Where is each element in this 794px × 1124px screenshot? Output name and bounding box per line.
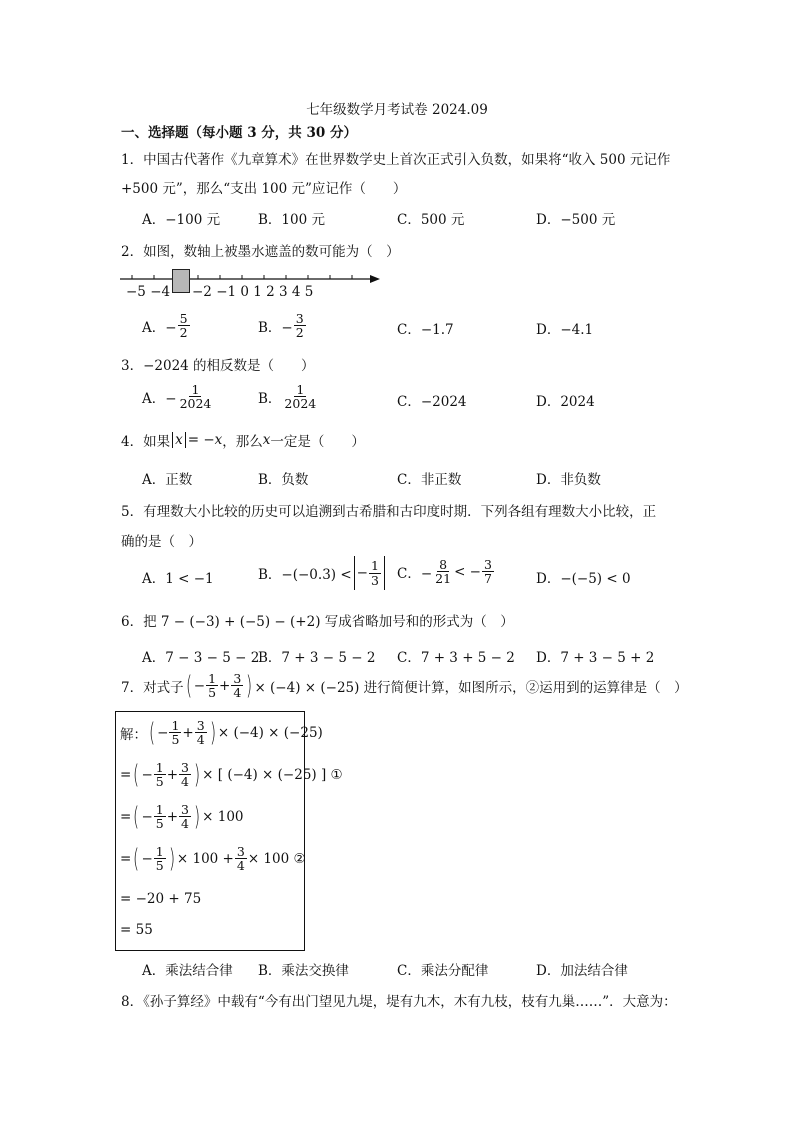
q3-a-den: 2024 <box>179 396 212 412</box>
q5-option-b: B．−(−0.3) < − $\frac{1}{3}$ <box>258 556 387 590</box>
q7-frac-1 <box>206 672 218 699</box>
q6-option-d: D．7 + 3 − 5 + 2 <box>536 650 655 666</box>
q2-a-den: 2 <box>179 325 188 341</box>
question-6-stem: 6．把 7 − (−3) + (−5) − (+2) 写成省略加号和的形式为（ ） <box>121 614 514 630</box>
sol4-frac-2 <box>235 845 247 872</box>
q7-option-d: D．加法结合律 <box>536 963 628 979</box>
q3-b-fraction <box>282 383 318 410</box>
sol2-frac-1 <box>154 761 166 788</box>
solution-label: 解： <box>120 726 147 743</box>
q1-option-d: D．−500 元 <box>536 212 616 228</box>
question-2-stem: 2．如图，数轴上被墨水遮盖的数可能为（ ） <box>121 244 400 260</box>
sol4-frac-1 <box>154 845 166 872</box>
sol1-num1: 1 <box>171 718 180 733</box>
q7-option-a: A．乘法结合律 <box>142 963 233 979</box>
q5-c-fraction-2 <box>482 558 494 585</box>
q3-a-fraction <box>178 383 214 410</box>
q5-c-mid: < − <box>454 563 481 580</box>
sol1-tail: × (−4) × (−25) <box>217 724 323 741</box>
sol3-tail: × 100 <box>202 808 244 825</box>
solution-line-2: = ( − $\frac{1}{5}$ + $\frac{3}{4}$ ) × [ (−4) × (−25) ] ① <box>120 759 343 790</box>
question-1-line-2: +500 元”，那么“支出 100 元”应记作（ ） <box>121 181 407 197</box>
q5-c-num1: 8 <box>439 557 448 572</box>
q4-option-c: C．非正数 <box>397 472 462 488</box>
q2-option-b <box>258 312 307 339</box>
solution-line-6: = 55 <box>120 922 153 938</box>
sol3-frac-1 <box>154 803 166 830</box>
ink-blot <box>172 269 190 293</box>
q5-b-den: 3 <box>370 572 379 588</box>
q5-b-abs-right <box>384 556 385 590</box>
sol2-frac-2 <box>179 761 191 788</box>
q5-c-den2: 7 <box>483 571 492 587</box>
number-line-labels-left: −5 −4 <box>126 284 171 300</box>
q5-b-num: 1 <box>370 558 379 574</box>
sol3-den2: 4 <box>181 816 189 832</box>
sol3-frac-2 <box>179 803 191 830</box>
question-3-stem: 3．−2024 的相反数是（ ） <box>121 358 315 374</box>
sol1-den2: 4 <box>196 732 205 748</box>
q3-b-prefix: B． <box>258 390 282 407</box>
solution-line-5: = −20 + 75 <box>120 891 202 907</box>
sol1-frac-1 <box>169 719 181 746</box>
q7-option-c: C．乘法分配律 <box>397 963 489 979</box>
solution-line-3: = ( − $\frac{1}{5}$ + $\frac{3}{4}$ ) × 100 <box>120 801 244 832</box>
q2-b-num: 3 <box>295 311 304 326</box>
question-8-line-1: 8．《孙子算经》中载有“今有出门望见九堤，堤有九木，木有九枝，枝有九巢……”．大意为： <box>121 994 677 1010</box>
q3-option-b <box>258 383 319 410</box>
q3-option-a <box>142 383 214 410</box>
q2-a-num: 5 <box>179 311 188 326</box>
q4-stem-end: 一定是（ ） <box>270 434 365 450</box>
sol4-num2: 3 <box>236 844 245 859</box>
q2-option-c: C．−1.7 <box>397 322 454 338</box>
number-line-labels-right: −2 −1 0 1 2 3 4 5 <box>192 284 314 300</box>
sol2-den2: 4 <box>181 774 189 790</box>
q3-option-c: C．−2024 <box>397 394 467 410</box>
sol2-num1: 1 <box>155 760 164 775</box>
q7-num1: 1 <box>208 671 217 686</box>
sol2-num2: 3 <box>181 760 189 775</box>
q2-a-fraction <box>178 312 190 339</box>
q1-option-c: C．500 元 <box>397 212 465 228</box>
q6-option-c: C．7 + 3 + 5 − 2 <box>397 650 515 666</box>
q4-option-d: D．非负数 <box>536 472 601 488</box>
q5-c-pre: C．− <box>397 565 433 582</box>
q3-a-prefix: A．− <box>142 390 177 407</box>
q2-option-a <box>142 312 191 339</box>
sol4-den1: 5 <box>155 858 164 874</box>
q5-b-pre: B．−(−0.3) < <box>258 567 352 583</box>
sol3-num2: 3 <box>181 802 189 817</box>
sol1-num2: 3 <box>196 718 205 733</box>
q7-frac-2 <box>231 672 243 699</box>
q6-option-b: B．7 + 3 − 5 − 2 <box>258 650 376 666</box>
q7-stem-post: × (−4) × (−25) 进行简便计算，如图所示，②运用到的运算律是（ ） <box>254 679 688 696</box>
q4-option-a: A．正数 <box>142 472 193 488</box>
q5-b-fraction <box>369 559 381 586</box>
question-4-stem <box>121 430 365 450</box>
q6-option-a: A．7 − 3 − 5 − 2 <box>142 650 260 666</box>
question-7-stem: 7．对式子 ( − $\frac{1}{5}$ + $\frac{3}{4}$ ) × (−4) × (−25) 进行简便计算，如图所示，②运用到的运算律是（ ） <box>121 670 688 701</box>
sol1-frac-2 <box>195 719 207 746</box>
q4-stem-pre: 4．如果 <box>121 434 171 450</box>
q1-option-a: A．−100 元 <box>142 212 221 228</box>
q2-b-fraction <box>294 312 306 339</box>
q3-b-num: 1 <box>296 382 305 397</box>
question-5-line-1: 5．有理数大小比较的历史可以追溯到古希腊和古印度时期．下列各组有理数大小比较，正 <box>121 504 657 520</box>
q3-b-den: 2024 <box>284 396 317 412</box>
q5-option-c <box>397 558 495 585</box>
sol3-den1: 5 <box>155 816 164 832</box>
solution-line-1: 解： ( − $\frac{1}{5}$ + $\frac{3}{4}$ ) × (−4) × (−25) <box>120 717 323 748</box>
q2-a-prefix: A．− <box>142 319 177 336</box>
q5-c-den1: 21 <box>435 571 452 587</box>
q4-stem-x2: x <box>262 432 271 448</box>
q2-b-den: 2 <box>295 325 304 341</box>
q4-option-b: B．负数 <box>258 472 309 488</box>
q5-b-abs-left <box>354 556 355 590</box>
section-heading: 一、选择题（每小题 3 分，共 30 分） <box>121 125 357 141</box>
sol1-den1: 5 <box>171 732 180 748</box>
q3-option-d: D．2024 <box>536 394 595 410</box>
q5-c-fraction-1 <box>433 558 453 585</box>
solution-line-4: = ( − $\frac{1}{5}$ ) × 100 + $\frac{3}{4}$ × 100 ② <box>120 843 306 874</box>
q5-option-a: A．1 < −1 <box>142 571 214 587</box>
q7-num2: 3 <box>233 671 242 686</box>
q7-den1: 5 <box>208 685 217 701</box>
sol4-den2: 4 <box>236 858 245 874</box>
sol4-num1: 1 <box>155 844 164 859</box>
question-1-line-1: 1．中国古代著作《九章算术》在世界数学史上首次正式引入负数，如果将“收入 500 元记作 <box>121 152 671 168</box>
q7-den2: 4 <box>233 685 242 701</box>
q5-c-num2: 3 <box>483 557 492 572</box>
q2-option-d: D．−4.1 <box>536 322 594 338</box>
q2-b-prefix: B．− <box>258 319 293 336</box>
q7-stem-pre: 7．对式子 <box>121 679 184 696</box>
sol2-tail: × [ (−4) × (−25) ] ① <box>202 766 343 783</box>
q4-stem-post: ，那么 <box>222 434 263 450</box>
sol2-den1: 5 <box>155 774 164 790</box>
sol4-tail: × 100 ② <box>247 850 306 867</box>
q4-abs-x: x <box>172 432 186 448</box>
q7-option-b: B．乘法交换律 <box>258 963 349 979</box>
page-title: 七年级数学月考试卷 2024.09 <box>306 102 488 118</box>
question-5-line-2: 确的是（ ） <box>121 534 202 550</box>
q4-stem-mid: = − <box>187 432 215 448</box>
q3-a-num: 1 <box>191 382 200 397</box>
sol3-num1: 1 <box>155 802 164 817</box>
q1-option-b: B．100 元 <box>258 212 325 228</box>
q5-option-d: D．−(−5) < 0 <box>536 571 631 587</box>
q4-stem-x: x <box>214 432 223 448</box>
sol4-mid: × 100 + <box>176 850 234 867</box>
